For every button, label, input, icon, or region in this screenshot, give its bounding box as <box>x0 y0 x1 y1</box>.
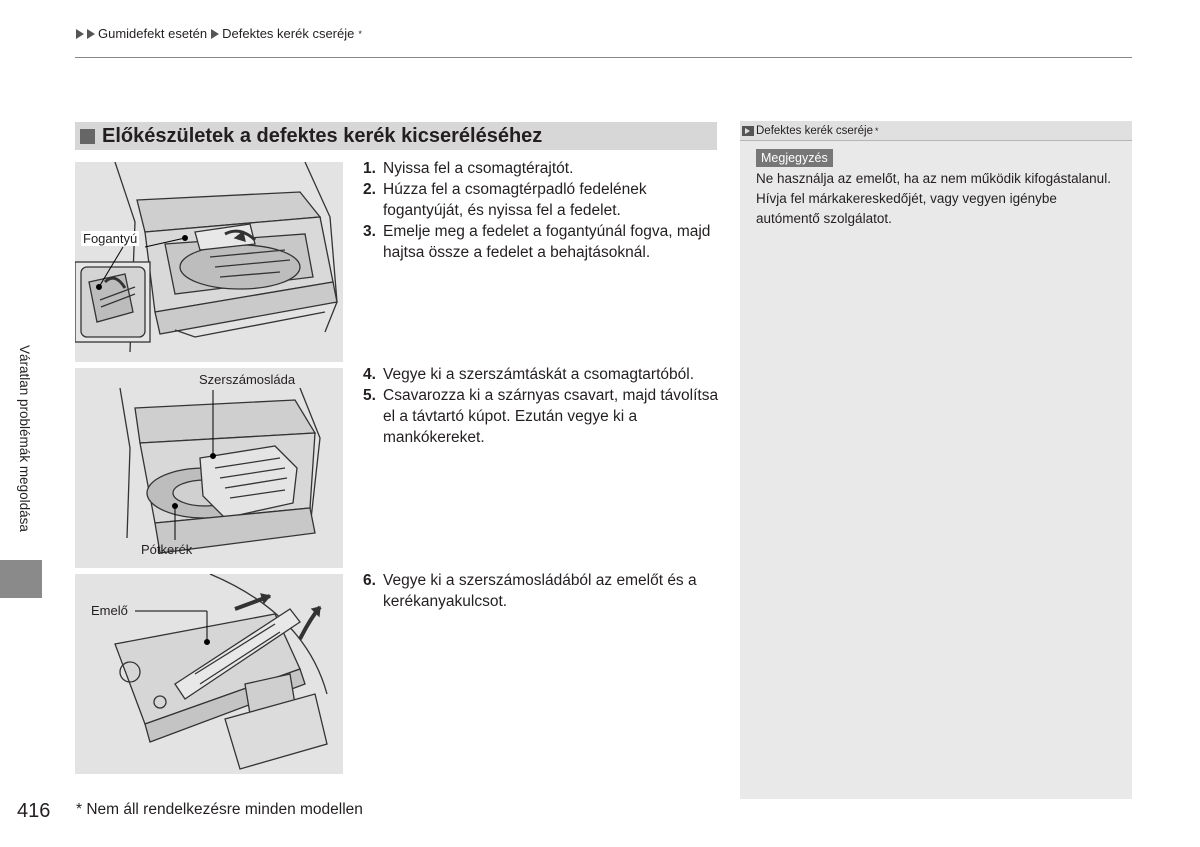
handle-callout: Fogantyú <box>83 231 138 246</box>
breadcrumb-item[interactable]: Defektes kerék cseréje <box>222 26 355 41</box>
section-title: Előkészületek a defektes kerék kicseréléséhez <box>102 124 543 147</box>
figure-trunk-handle <box>75 162 343 362</box>
step-text: Vegye ki a szerszámosládából az emelőt és a kerékanyakulcsot. <box>383 572 697 610</box>
arrow-icon <box>87 29 95 39</box>
step-item <box>363 385 723 448</box>
footnote-marker: * <box>874 125 879 136</box>
note-text: Ne használja az emelőt, ha az nem működik kifogástalanul. Hívja fel márkakereskedőjét, vagy vegyen igénybe autómentő szolgálatot. <box>756 171 1111 226</box>
step-text: Csavarozza ki a szárnyas csavart, majd távolítsa el a távtartó kúpot. Ezután vegye ki a mankókereket. <box>383 387 719 446</box>
chapter-tab[interactable] <box>0 560 42 598</box>
steps-group-3 <box>363 570 723 612</box>
note-header <box>740 121 1132 141</box>
section-square-icon <box>80 129 95 144</box>
step-number: 5. <box>363 387 376 404</box>
arrow-icon <box>76 29 84 39</box>
footnote: * Nem áll rendelkezésre minden modellen <box>76 801 363 818</box>
breadcrumb <box>76 26 362 41</box>
chapter-label: Váratlan problémák megoldása <box>17 345 32 532</box>
step-number: 3. <box>363 223 376 240</box>
trunk-illustration <box>75 162 343 362</box>
step-item <box>363 158 723 179</box>
chapter-tab-label <box>10 345 40 555</box>
step-item <box>363 179 723 221</box>
step-item <box>363 221 723 263</box>
note-badge: Megjegyzés <box>756 149 833 167</box>
step-number: 2. <box>363 181 376 198</box>
arrow-icon <box>211 29 219 39</box>
toolbox-callout: Szerszámosláda <box>199 372 296 387</box>
footnote-marker: * <box>358 28 362 39</box>
step-text: Vegye ki a szerszámtáskát a csomagtartóból. <box>383 366 695 383</box>
side-note-panel <box>740 121 1132 799</box>
step-item <box>363 570 723 612</box>
step-number: 6. <box>363 572 376 589</box>
figure-jack <box>75 574 343 774</box>
step-text: Nyissa fel a csomagtérajtót. <box>383 160 574 177</box>
header-divider <box>75 57 1132 58</box>
breadcrumb-item[interactable]: Gumidefekt esetén <box>98 26 208 41</box>
toolbox-illustration <box>75 368 343 568</box>
step-text: Emelje meg a fedelet a fogantyúnál fogva, majd hajtsa össze a fedelet a behajtásoknál. <box>383 223 711 261</box>
step-text: Húzza fel a csomagtérpadló fedelének fogantyúját, és nyissa fel a fedelet. <box>383 181 647 219</box>
jack-callout: Emelő <box>91 603 128 618</box>
figure-toolbox-spare <box>75 368 343 568</box>
steps-group-2 <box>363 364 723 448</box>
note-header-link[interactable]: Defektes kerék cseréje <box>756 124 873 137</box>
steps-group-1 <box>363 158 723 263</box>
reference-arrow-icon <box>742 126 754 136</box>
page-number: 416 <box>17 800 51 822</box>
section-heading <box>75 122 717 150</box>
step-item <box>363 364 723 385</box>
step-number: 4. <box>363 366 376 383</box>
step-number: 1. <box>363 160 376 177</box>
spare-wheel-callout: Pótkerék <box>141 542 193 557</box>
